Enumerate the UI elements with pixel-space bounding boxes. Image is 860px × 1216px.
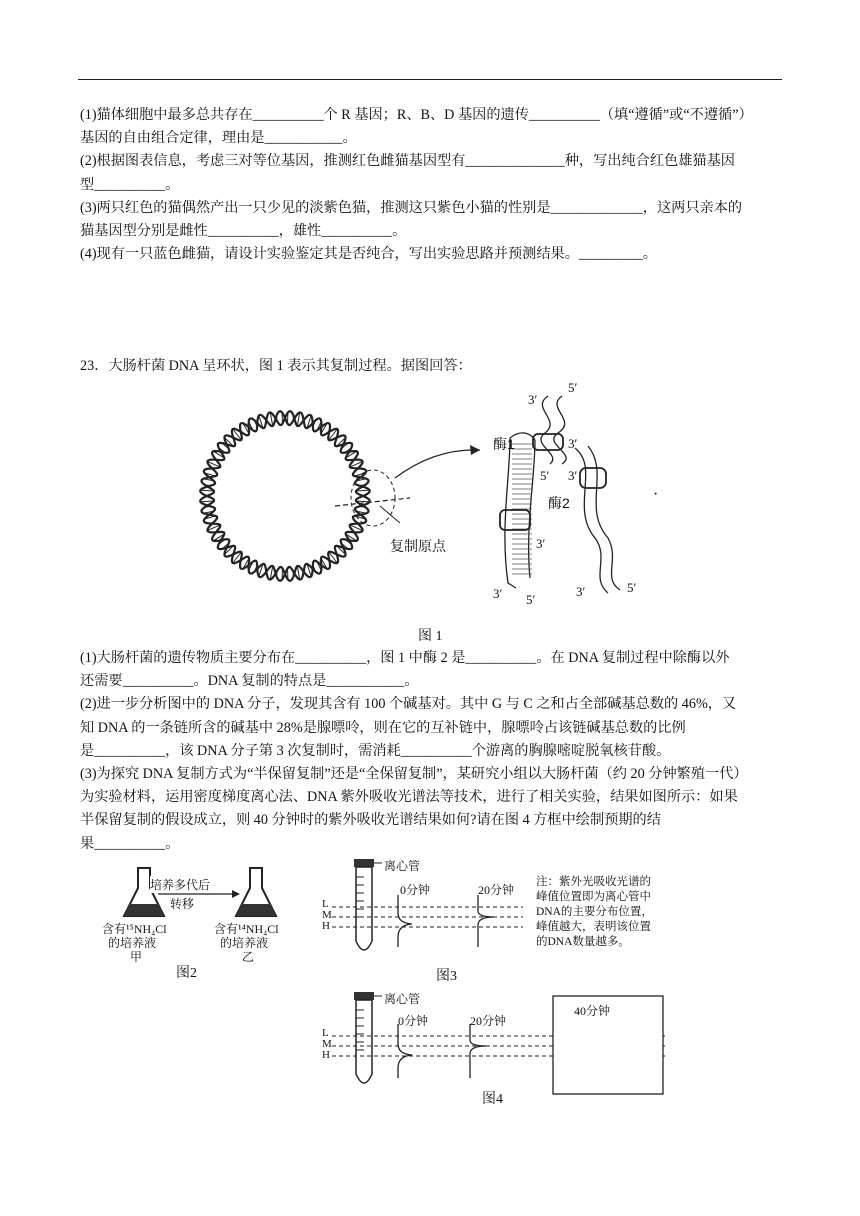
q22-line: 型__________。	[80, 176, 180, 193]
q23-line: 果__________。	[80, 835, 180, 852]
end-label: 3′	[568, 468, 578, 483]
tube-label: 离心管	[384, 859, 421, 873]
end-label: 5′	[526, 592, 536, 607]
arrow-top-label: 培养多代后	[150, 878, 211, 892]
q22-line: (4)现有一只蓝色雌猫，请设计实验鉴定其是否纯合，写出实验思路并预测结果。_________。	[80, 246, 657, 263]
flask-a-label: 含有¹⁵NH₄Cl	[102, 922, 167, 936]
level-label: L	[322, 898, 329, 910]
level-label: H	[322, 920, 330, 932]
flask-icon	[236, 868, 276, 916]
end-label: 3′	[568, 436, 578, 451]
level-label: L	[322, 1027, 329, 1039]
figure-4-caption: 图4	[482, 1092, 503, 1107]
q23-line: (1)大肠杆菌的遗传物质主要分布在__________，图 1 中酶 2 是__________。在 DNA 复制过程中除酶以外	[80, 650, 730, 666]
figure-3	[318, 855, 708, 985]
figure-1-caption: 图 1	[418, 629, 443, 644]
end-label: 5′	[540, 468, 550, 483]
flask-b-label: 的培养液	[220, 936, 269, 950]
centrifuge-tube-icon	[354, 859, 374, 950]
level-label: M	[322, 1038, 332, 1050]
flask-b-label: 乙	[242, 950, 255, 964]
enzyme2-label: 酶2	[548, 495, 570, 511]
q23-line: 是__________，该 DNA 分子第 3 次复制时，需消耗__________个游离的胸腺嘧啶脱氧核苷酸。	[80, 742, 671, 759]
flask-b-label: 含有¹⁴NH₄Cl	[214, 922, 279, 936]
q23-header: 23．大肠杆菌 DNA 呈环状，图 1 表示其复制过程。据图回答：	[80, 358, 472, 374]
q22-line: (1)猫体细胞中最多总共存在__________个 R 基因；R、B、D 基因的遗传__________（填“遵循”或“不遵循”）	[80, 107, 753, 123]
figure-4	[318, 988, 708, 1113]
q22-line: 猫基因型分别是雌性__________，雄性__________。	[80, 223, 407, 240]
note-line: 的DNA数量越多。	[536, 936, 630, 948]
note-line: 注：紫外光吸收光谱的	[536, 876, 651, 888]
arrow-bottom-label: 转移	[170, 897, 195, 911]
q22-text	[80, 104, 782, 266]
time-label: 20分钟	[470, 1014, 507, 1028]
figure-3-note	[536, 875, 706, 950]
level-label: M	[322, 909, 332, 921]
q22-line: (3)两只红色的猫偶然产出一只少见的淡紫色猫，推测这只紫色小猫的性别是_____________，这两只亲本的	[80, 199, 743, 216]
end-label: 3′	[493, 586, 503, 601]
end-label: 3′	[576, 584, 586, 599]
end-label: 5′	[568, 380, 578, 395]
q23-text	[80, 647, 782, 856]
q23-line: 知 DNA 的一条链所含的碱基中 28%是腺嘌呤，则在它的互补链中，腺嘌呤占该链碱基总数的比例	[80, 719, 686, 736]
flask-a-label: 甲	[130, 950, 143, 964]
level-label: H	[322, 1049, 330, 1061]
q23-line: 还需要__________。DNA 复制的特点是___________。	[80, 673, 419, 690]
q23-line: (2)进一步分析图中的 DNA 分子，发现其含有 100 个碱基对。其中 G 与 C 之和占全部碱基总数的 46%，又	[80, 696, 737, 713]
q23-line: 半保留复制的假设成立，则 40 分钟时的紫外吸收光谱结果如何?请在图 4 方框中绘制预期的结	[80, 812, 661, 829]
figure-2	[100, 858, 310, 983]
header-rule	[78, 79, 782, 80]
q23-line: (3)为探究 DNA 复制方式为“半保留复制”还是“全保留复制”，某研究小组以大肠杆菌（约 20 分钟繁殖一代）	[80, 766, 748, 783]
tube-label: 离心管	[384, 992, 421, 1006]
dot: ·	[653, 486, 659, 503]
arrow	[395, 450, 480, 478]
q23-line: 为实验材料，运用密度梯度离心法、DNA 紫外吸收光谱法等技术，进行了相关实验，结果如图所示：如果	[80, 789, 738, 806]
figure-1	[190, 378, 690, 618]
note-line: 峰值位置即为离心管中	[536, 891, 651, 903]
end-label: 5′	[627, 580, 637, 595]
centrifuge-tube-icon	[354, 992, 374, 1083]
time-label: 40分钟	[574, 1004, 611, 1018]
circular-dna	[200, 411, 369, 580]
time-label: 20分钟	[478, 883, 515, 897]
time-label: 0分钟	[400, 883, 431, 897]
flask-a-label: 的培养液	[108, 936, 157, 950]
end-label: 3′	[536, 536, 546, 551]
enzyme1-label: 酶1	[493, 436, 515, 452]
time-label: 0分钟	[398, 1014, 429, 1028]
q22-line: (2)根据图表信息，考虑三对等位基因，推测红色雌猫基因型有______________种，写出纯合红色雄猫基因	[80, 153, 735, 170]
q22-line: 基因的自由组合定律，理由是___________。	[80, 130, 357, 147]
note-line: DNA的主要分布位置，	[536, 906, 653, 918]
origin-label: 复制原点	[390, 538, 446, 554]
note-line: 峰值越大，表明该位置	[536, 921, 651, 933]
figure-2-caption: 图2	[176, 966, 197, 981]
figure-3-caption: 图3	[436, 969, 457, 984]
end-label: 3′	[528, 392, 538, 407]
